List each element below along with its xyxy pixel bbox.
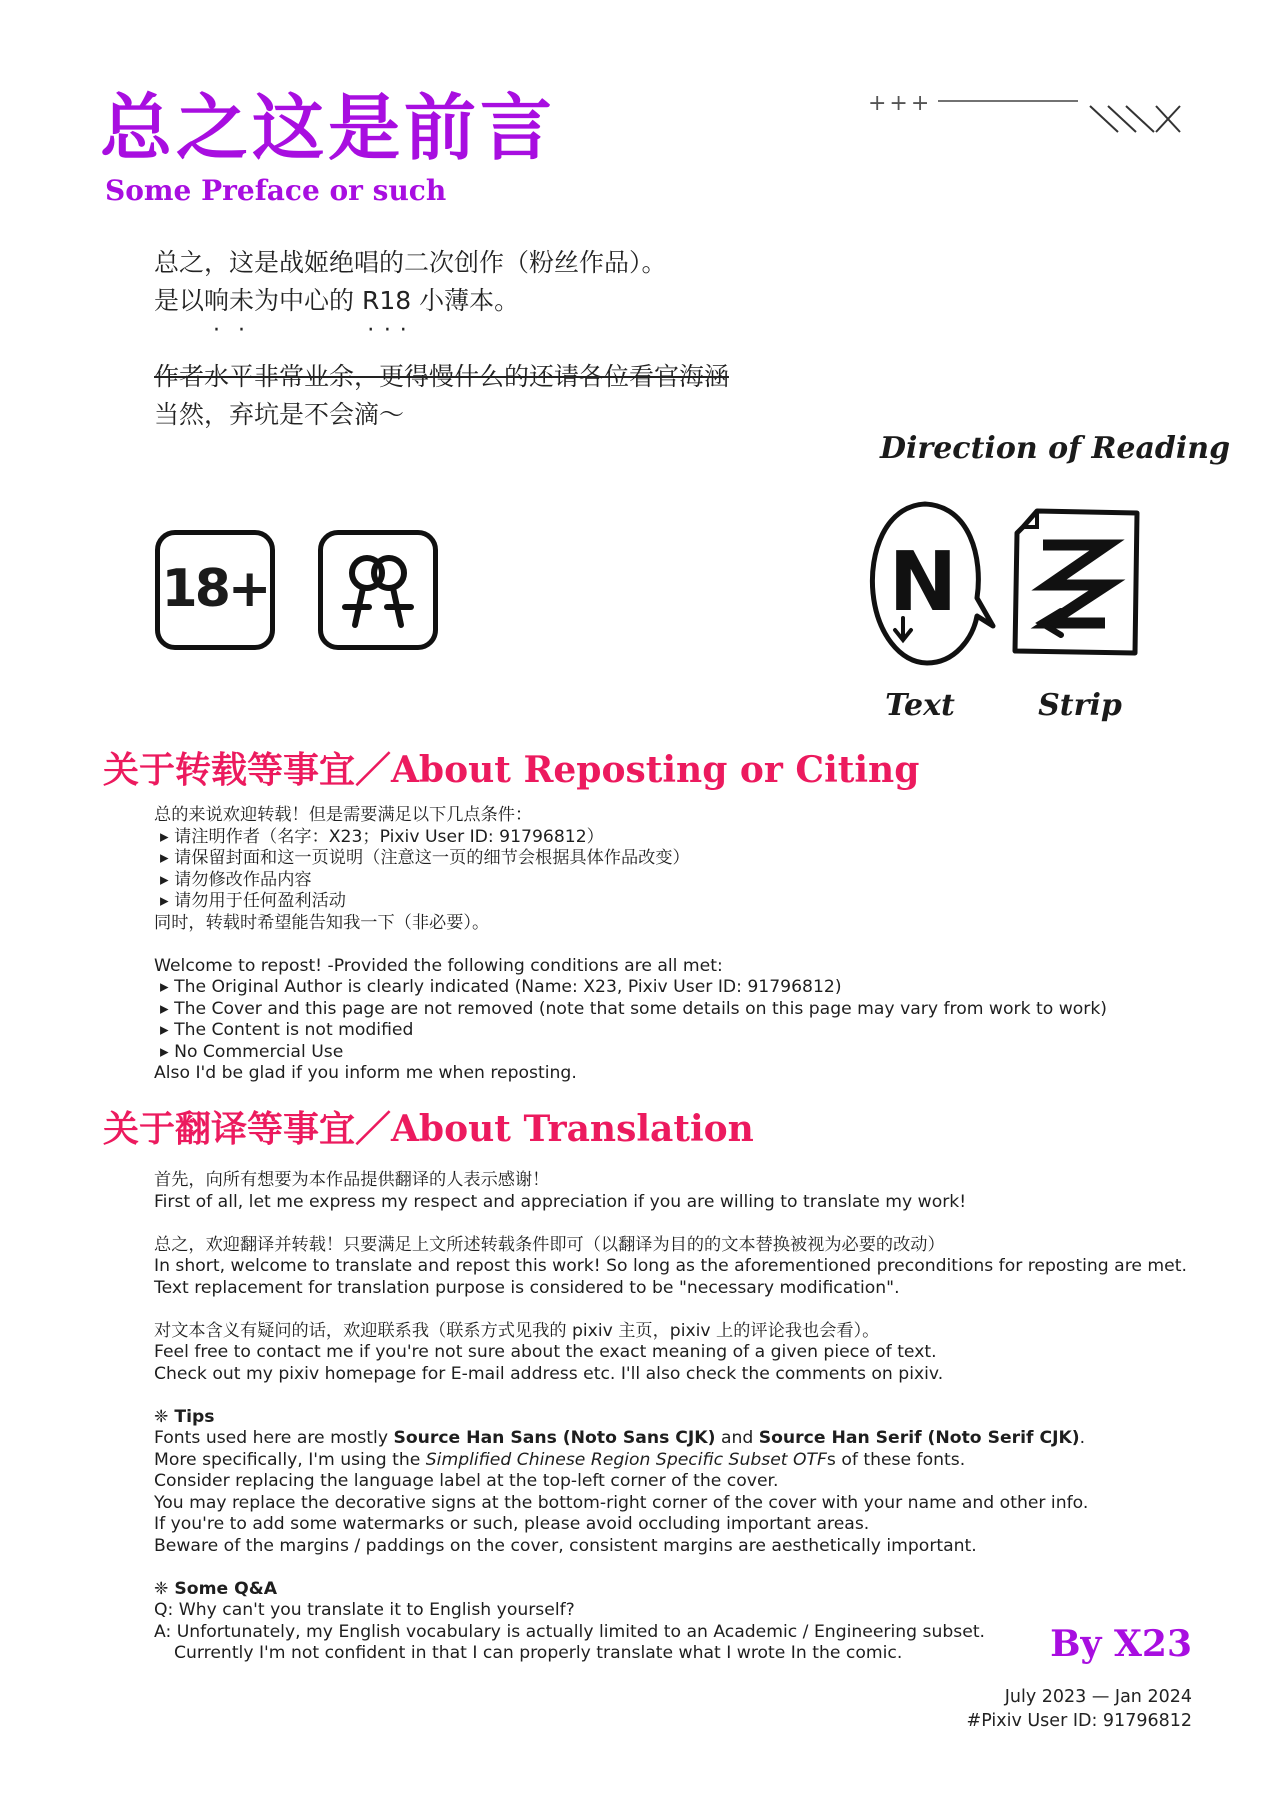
condition-item: ▸ 请勿修改作品内容 — [160, 869, 312, 890]
paragraph-line: First of all, let me express my respect and appreciation if you are willing to translate my work! — [154, 1191, 967, 1212]
paragraph-line: Welcome to repost! -Provided the following conditions are all met: — [154, 955, 723, 976]
condition-item: ▸ The Original Author is clearly indicated (Name: X23, Pixiv User ID: 91796812) — [160, 977, 842, 997]
emphasis-char: 8 · — [395, 282, 411, 320]
emphasis-char: 1 · — [379, 282, 395, 320]
female-symbols-icon — [323, 535, 433, 645]
emphasis-char: R · — [362, 282, 379, 320]
reposting-body — [154, 805, 1107, 1085]
decorative-rule — [868, 84, 1198, 140]
reading-direction-title: Direction of Reading — [880, 431, 1231, 466]
female-female-pairing-icon — [318, 530, 438, 650]
intro-line: 总之，这是战姬绝唱的二次创作（粉丝作品）。 — [154, 248, 667, 277]
emphasis-char: 未 — [229, 286, 255, 315]
deco-plus-text: +++ — [868, 91, 933, 116]
zigzag-arrow-icon — [1043, 545, 1107, 623]
paragraph-line: 总的来说欢迎转载！但是需要满足以下几点条件： — [154, 805, 533, 825]
condition-item: ▸ No Commercial Use — [160, 1041, 344, 1062]
intro-text-span: 是以 — [154, 286, 205, 315]
paragraph-line: 对文本含义有疑问的话，欢迎联系我（联系方式见我的 pixiv 主页，pixiv 上的评论我也会看）。 — [154, 1320, 880, 1341]
paragraph-line: In short, welcome to translate and repost this work! So long as the aforementioned preconditions for reposting are met. — [154, 1256, 1187, 1276]
date-range: July 2023 — Jan 2024 — [1004, 1687, 1192, 1707]
deco-slash — [1108, 106, 1136, 132]
translation-body — [154, 1170, 1187, 1665]
condition-item: ▸ 请勿用于任何盈利活动 — [160, 891, 346, 911]
qa-answer: A: Unfortunately, my English vocabulary is actually limited to an Academic / Engineering subset. — [154, 1621, 986, 1642]
paragraph-line: Feel free to contact me if you're not sure about the exact meaning of a given piece of text. — [154, 1342, 937, 1362]
qa-answer: Currently I'm not confident in that I can properly translate what I wrote In the comic. — [174, 1643, 903, 1663]
tips-heading: ❈ Tips — [154, 1406, 215, 1427]
strip-direction-letter: Z — [1005, 505, 1006, 506]
page-subtitle-english: Some Preface or such — [105, 174, 447, 207]
condition-item: ▸ The Cover and this page are not removed (note that some details on this page may vary from work to work) — [160, 998, 1108, 1019]
author-signature: By X23 — [1050, 1623, 1192, 1665]
text-direction-letter: N — [888, 535, 958, 630]
section-title-reposting: 关于转载等事宜／About Reposting or Citing — [103, 749, 920, 791]
tips-line: Fonts used here are mostly Source Han Sans (Noto Sans CJK) and Source Han Serif (Noto Serif CJK). — [154, 1428, 1086, 1448]
intro-text-span: 小薄本。 — [411, 286, 520, 315]
strip-direction-label: Strip — [1038, 688, 1122, 723]
age-rating-badge — [155, 530, 275, 650]
paragraph-line: Text replacement for translation purpose is considered to be "necessary modification". — [154, 1277, 900, 1298]
deco-slash — [1126, 106, 1154, 132]
tips-line: More specifically, I'm using the Simplified Chinese Region Specific Subset OTFs of these fonts. — [154, 1449, 966, 1470]
pixiv-user-id: #Pixiv User ID: 91796812 — [966, 1711, 1192, 1731]
tips-line: If you're to add some watermarks or such, please avoid occluding important areas. — [154, 1514, 870, 1534]
text-direction-label: Text — [885, 688, 955, 723]
paragraph-line: Check out my pixiv homepage for E-mail address etc. I'll also check the comments on pixiv. — [154, 1363, 944, 1384]
paragraph-line: 总之，欢迎翻译并转载！只要满足上文所述转载条件即可（以翻译为目的的文本替换被视为必要的改动） — [154, 1234, 945, 1255]
intro-text — [154, 244, 729, 434]
intro-text-span: 为中心的 — [254, 286, 362, 315]
tips-line: You may replace the decorative signs at the bottom-right corner of the cover with your name and other info. — [154, 1492, 1089, 1513]
text-direction-bubble-icon — [865, 498, 1000, 668]
page-title-chinese: 总之这是前言 — [100, 85, 557, 170]
condition-item: ▸ 请注明作者（名字：X23；Pixiv User ID: 91796812） — [160, 826, 604, 847]
intro-line — [154, 282, 729, 320]
condition-item: ▸ The Content is not modified — [160, 1020, 414, 1040]
qa-question: Q: Why can't you translate it to English yourself? — [154, 1600, 575, 1620]
emphasis-char: 响 — [204, 286, 230, 315]
intro-strikethrough-line: 作者水平非常业余，更得慢什么的还请各位看官海涵 — [154, 362, 730, 391]
condition-item: ▸ 请保留封面和这一页说明（注意这一页的细节会根据具体作品改变） — [160, 848, 690, 868]
paragraph-line: 同时，转载时希望能告知我一下（非必要）。 — [154, 912, 490, 933]
paragraph-line: 首先，向所有想要为本作品提供翻译的人表示感谢！ — [154, 1170, 550, 1190]
intro-line: 当然，弃坑是不会滴～ — [154, 400, 405, 429]
qa-heading: ❈ Some Q&A — [154, 1578, 278, 1599]
tips-line: Consider replacing the language label at the top-left corner of the cover. — [154, 1471, 779, 1491]
deco-slash — [1090, 106, 1118, 132]
paragraph-line: Also I'd be glad if you inform me when reposting. — [154, 1063, 577, 1083]
strip-direction-page-icon — [1005, 505, 1145, 660]
tips-line: Beware of the margins / paddings on the cover, consistent margins are aesthetically important. — [154, 1535, 977, 1556]
age-rating-label: 18+ — [161, 559, 269, 619]
section-title-translation: 关于翻译等事宜／About Translation — [103, 1108, 754, 1150]
